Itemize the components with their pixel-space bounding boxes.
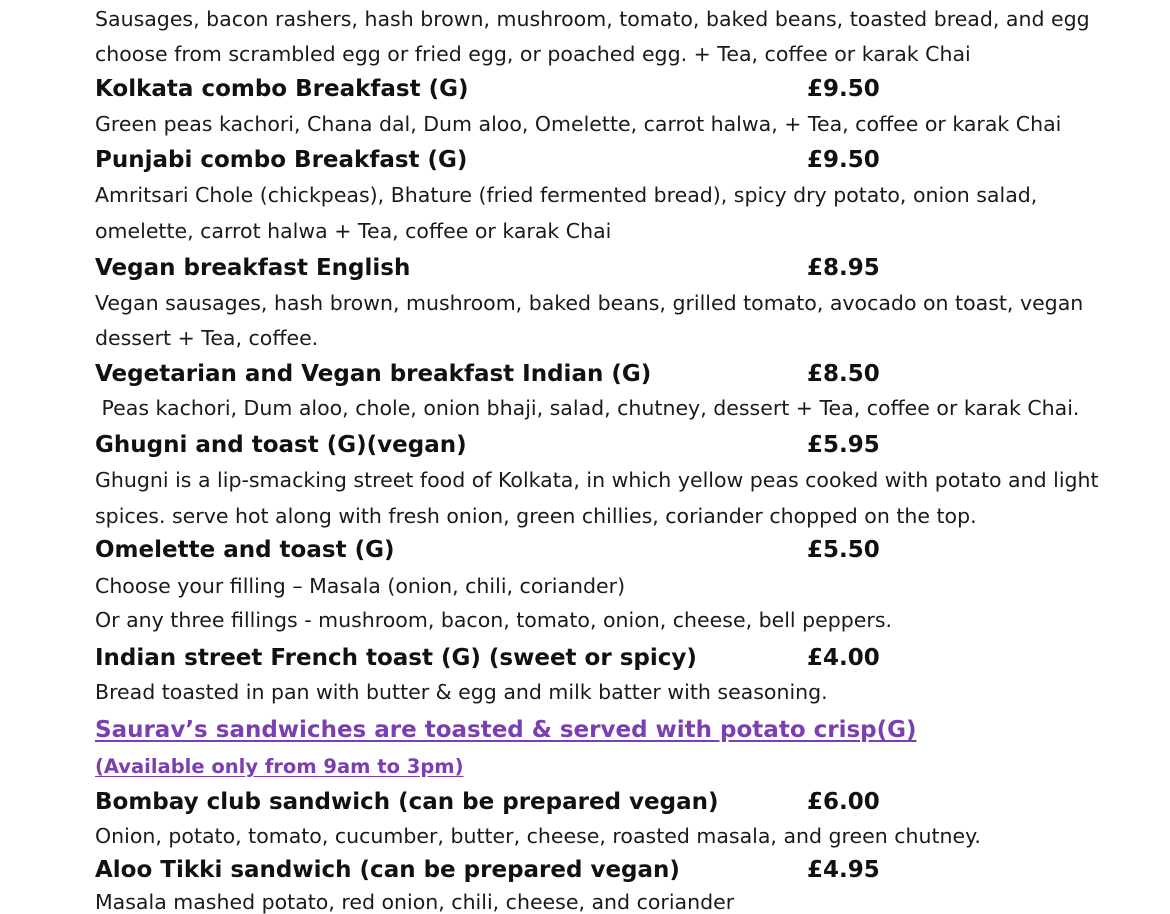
menu-item-name: Aloo Tikki sandwich (can be prepared vegan) [95,857,680,883]
menu-item-name: Punjabi combo Breakfast (G) [95,147,468,173]
section-availability-note: (Available only from 9am to 3pm) [95,755,464,778]
menu-item-price: £8.50 [807,361,880,387]
menu-item-price: £9.50 [807,76,880,102]
item-description-line: Ghugni is a lip-smacking street food of Kolkata, in which yellow peas cooked with potato and light [95,468,1099,492]
section-heading-sandwiches: Saurav’s sandwiches are toasted & served with potato crisp(G) [95,717,917,743]
item-description-line: spices. serve hot along with fresh onion, green chillies, coriander chopped on the top. [95,504,977,528]
menu-item-name: Indian street French toast (G) (sweet or spicy) [95,645,697,671]
item-description-line: omelette, carrot halwa + Tea, coffee or karak Chai [95,219,612,243]
item-description-line: Green peas kachori, Chana dal, Dum aloo, Omelette, carrot halwa, + Tea, coffee or karak Chai [95,112,1062,136]
item-description-line: dessert + Tea, coffee. [95,326,319,350]
item-description-line: Sausages, bacon rashers, hash brown, mushroom, tomato, baked beans, toasted bread, and egg [95,7,1090,31]
menu-item-price: £4.95 [807,857,880,883]
menu-item-price: £6.00 [807,789,880,815]
menu-item-price: £9.50 [807,147,880,173]
menu-item-price: £5.50 [807,537,880,563]
menu-item-name: Ghugni and toast (G)(vegan) [95,432,467,458]
item-description-line: Or any three fillings - mushroom, bacon, tomato, onion, cheese, bell peppers. [95,608,893,632]
menu-item-price: £5.95 [807,432,880,458]
menu-item-price: £4.00 [807,645,880,671]
item-description-line: Masala mashed potato, red onion, chili, cheese, and coriander [95,890,735,914]
item-description-line: Bread toasted in pan with butter & egg and milk batter with seasoning. [95,680,828,704]
menu-item-name: Omelette and toast (G) [95,537,395,563]
menu-item-name: Vegan breakfast English [95,255,411,281]
menu-item-price: £8.95 [807,255,880,281]
menu-item-name: Kolkata combo Breakfast (G) [95,76,469,102]
item-description-line: Vegan sausages, hash brown, mushroom, baked beans, grilled tomato, avocado on toast, vegan [95,291,1084,315]
menu-item-name: Vegetarian and Vegan breakfast Indian (G) [95,361,652,387]
item-description-line: Onion, potato, tomato, cucumber, butter, cheese, roasted masala, and green chutney. [95,824,981,848]
item-description-line: Peas kachori, Dum aloo, chole, onion bhaji, salad, chutney, dessert + Tea, coffee or karak Chai. [95,396,1080,420]
menu-item-name: Bombay club sandwich (can be prepared vegan) [95,789,719,815]
item-description-line: choose from scrambled egg or fried egg, or poached egg. + Tea, coffee or karak Chai [95,42,971,66]
item-description-line: Amritsari Chole (chickpeas), Bhature (fried fermented bread), spicy dry potato, onion salad, [95,183,1038,207]
item-description-line: Choose your filling – Masala (onion, chili, coriander) [95,574,626,598]
